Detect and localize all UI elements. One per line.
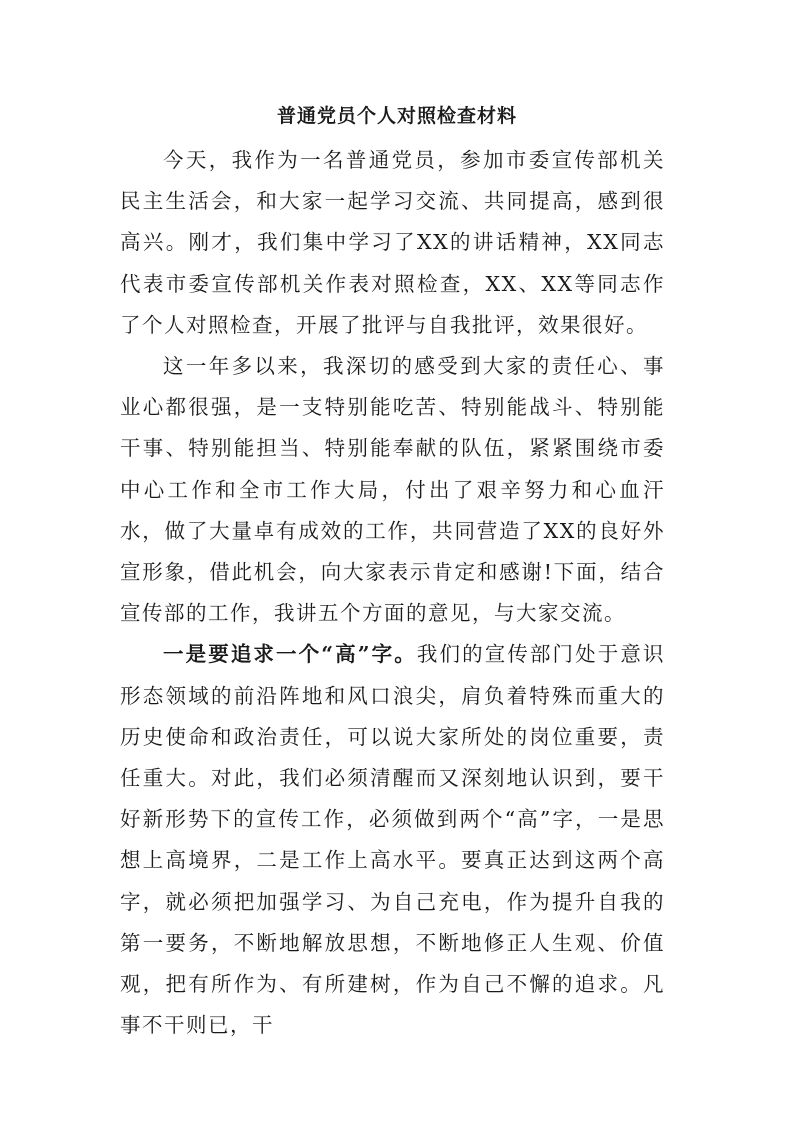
paragraph-point-one-heading: 一是要追求一个“高”字。: [163, 642, 417, 667]
paragraph-appraisal-text: 这一年多以来，我深切的感受到大家的责任心、事业心都很强，是一支特别能吃苦、特别能战斗、特别能干事、特别能担当、特别能奉献的队伍，紧紧围绕市委中心工作和全市工作大局，付出了艰辛努力和心血汗水，做了大量卓有成效的工作，共同营造了XX的良好外宣形象，借此机会，向大家表示肯定和感谢!下面，结合宣传部的工作，我讲五个方面的意见，与大家交流。: [120, 354, 665, 626]
paragraph-appraisal: [120, 346, 665, 634]
paragraph-point-one-text: 我们的宣传部门处于意识形态领域的前沿阵地和风口浪尖，肩负着特殊而重大的历史使命和政治责任，可以说大家所处的岗位重要，责任重大。对此，我们必须清醒而又深刻地认识到，要干好新形势下的宣传工作，必须做到两个“高”字，一是思想上高境界，二是工作上高水平。要真正达到这两个高字，就必须把加强学习、为自己充电，作为提升自我的第一要务，不断地解放思想，不断地修正人生观、价值观，把有所作为、有所建树，作为自己不懈的追求。凡事不干则已，干: [120, 642, 665, 1038]
paragraph-opening: [120, 140, 665, 346]
paragraph-point-one: [120, 634, 665, 1046]
document-title: 普通党员个人对照检查材料: [276, 105, 517, 127]
paragraph-opening-text: 今天，我作为一名普通党员，参加市委宣传部机关民主生活会，和大家一起学习交流、共同提高，感到很高兴。刚才，我们集中学习了XX的讲话精神，XX同志代表市委宣传部机关作表对照检查，XX、XX等同志作了个人对照检查，开展了批评与自我批评，效果很好。: [120, 148, 665, 337]
document-body: [120, 140, 665, 1046]
